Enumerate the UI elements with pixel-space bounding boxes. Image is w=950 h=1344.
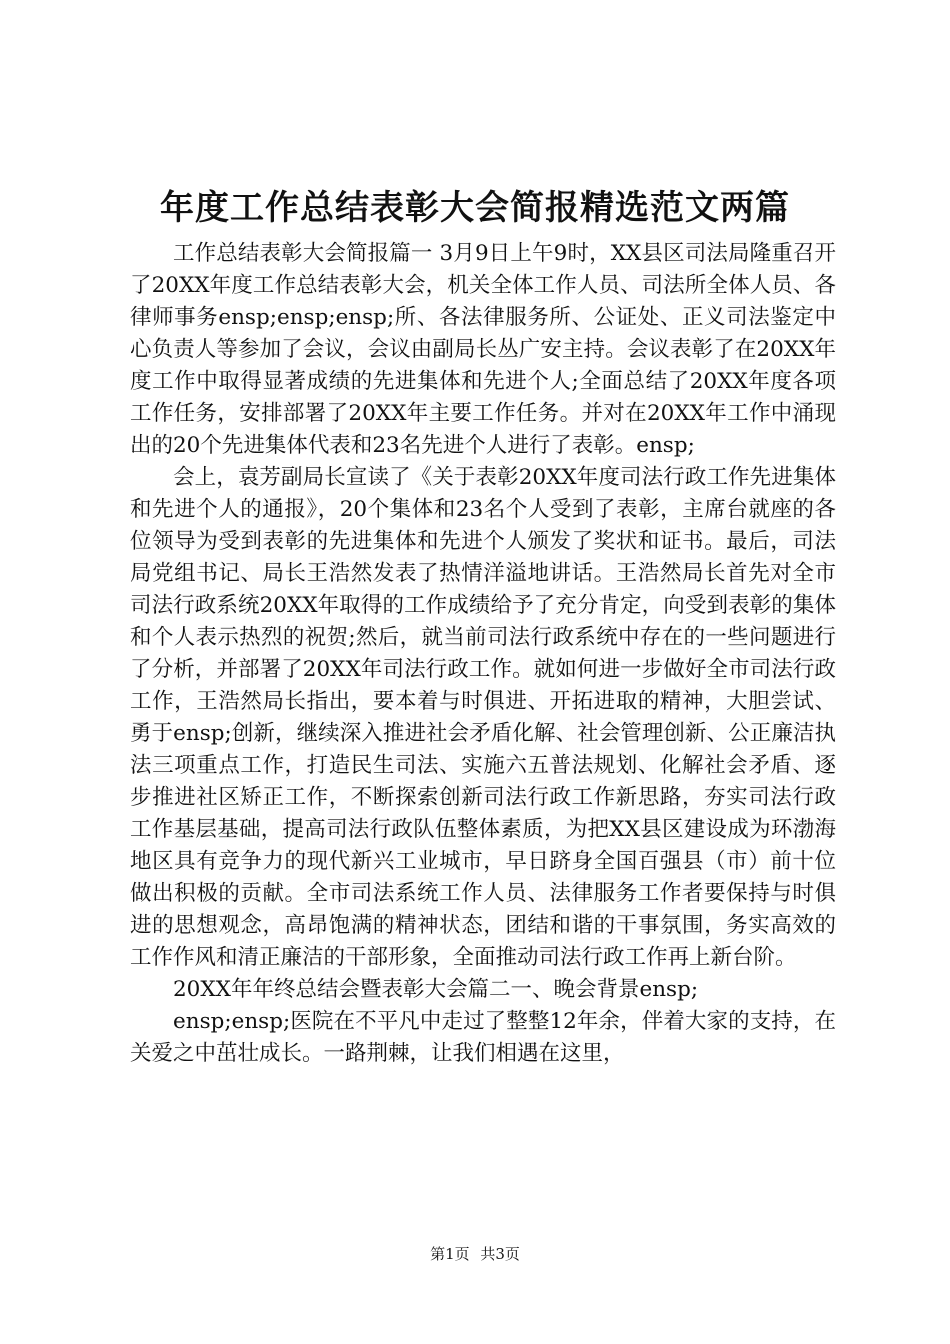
page-total: 共3页 (480, 1245, 520, 1263)
document-title: 年度工作总结表彰大会简报精选范文两篇 (160, 188, 790, 228)
paragraph: 会上，袁芳副局长宣读了《关于表彰20XX年度司法行政工作先进集体和先进个人的通报》，20个集体和23名个人受到了表彰，主席台就座的各位领导为受到表彰的先进集体和先进个人颁发了奖状和证书。最后，司法局党组书记、局长王浩然发表了热情洋溢地讲话。王浩然局长首先对全市司法行政系统20XX年取得的工作成绩给予了充分肯定，向受到表彰的集体和个人表示热烈的祝贺;然后，就当前司法行政系统中存在的一些问题进行了分析，并部署了20XX年司法行政工作。就如何进一步做好全市司法行政工作，王浩然局长指出，要本着与时俱进、开拓进取的精神，大胆尝试、勇于ensp;创新，继续深入推进社会矛盾化解、社会管理创新、公正廉洁执法三项重点工作，打造民生司法、实施六五普法规划、化解社会矛盾、逐步推进社区矫正工作，不断探索创新司法行政工作新思路，夯实司法行政工作基层基础，提高司法行政队伍整体素质，为把XX县区建设成为环渤海地区具有竞争力的现代新兴工业城市，早日跻身全国百强县（市）前十位做出积极的贡献。全市司法系统工作人员、法律服务工作者要保持与时俱进的思想观念，高昂饱满的精神状态，团结和谐的干事氛围，务实高效的工作作风和清正廉洁的干部形象，全面推动司法行政工作再上新台阶。 (130, 465, 836, 970)
page-footer (0, 1243, 950, 1265)
page-number: 第1页 (430, 1245, 470, 1263)
paragraph: 20XX年年终总结会暨表彰大会篇二一、晚会背景ensp; (173, 977, 699, 1002)
paragraph: ensp;ensp;医院在不平凡中走过了整整12年余，伴着大家的支持，在关爱之中茁壮成长。一路荆棘，让我们相遇在这里， (130, 1009, 836, 1066)
document-body (130, 238, 836, 1070)
paragraph: 工作总结表彰大会简报篇一 3月9日上午9时，XX县区司法局隆重召开了20XX年度工作总结表彰大会，机关全体工作人员、司法所全体人员、各律师事务ensp;ensp;ensp;所、各法律服务所、公证处、正义司法鉴定中心负责人等参加了会议，会议由副局长丛广安主持。会议表彰了在20XX年度工作中取得显著成绩的先进集体和先进个人;全面总结了20XX年度各项工作任务，安排部署了20XX年主要工作任务。并对在20XX年工作中涌现出的20个先进集体代表和23名先进个人进行了表彰。ensp; (130, 241, 836, 458)
